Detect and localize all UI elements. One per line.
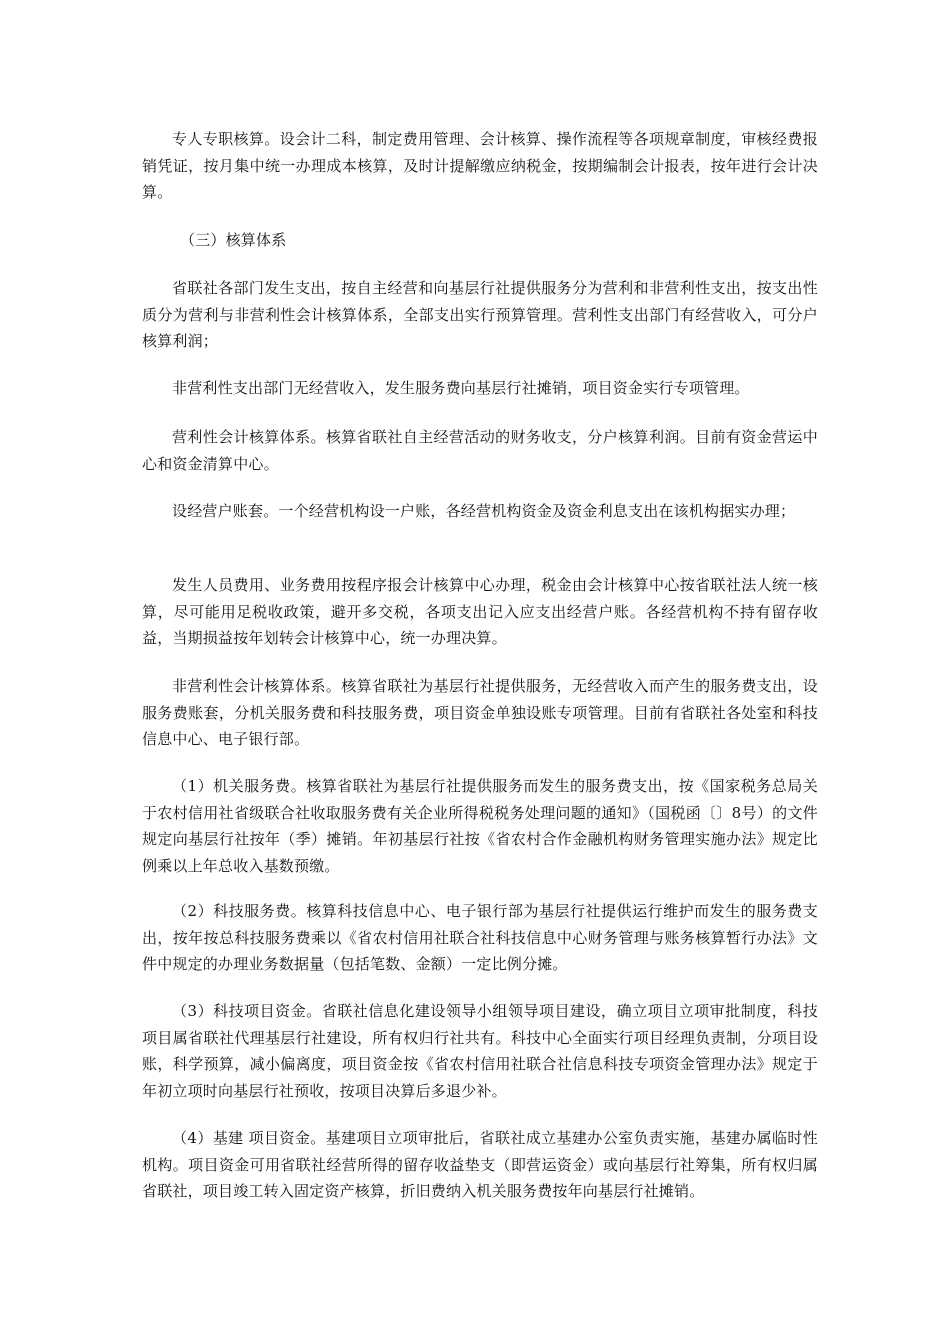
paragraph-agency-service-fee: （1）机关服务费。核算省联社为基层行社提供服务而发生的服务费支出，按《国家税务总局关于农村信用社省级联合社收取服务费有关企业所得税税务处理问题的通知》（国税函〔〕8号）的文件规定向基层行社按年（季）摊销。年初基层行社按《省农村合作金融机构财务管理实施办法》规定比例乘以上年总收入基数预缴。 (142, 777, 818, 875)
paragraph-operating-accounts: 设经营户账套。一个经营机构设一户账，各经营机构资金及资金利息支出在该机构据实办理； (172, 502, 796, 520)
paragraph-tech-service-fee: （2）科技服务费。核算科技信息中心、电子银行部为基层行社提供运行维护而发生的服务费支出，按年按总科技服务费乘以《省农村信用社联合社科技信息中心财务管理与账务核算暂行办法》文件中规定的办理业务数据量（包括笔数、金额）一定比例分摊。 (142, 902, 818, 973)
paragraph-construction-project-funds: （4）基建 项目资金。基建项目立项审批后，省联社成立基建办公室负责实施，基建办属临时性机构。项目资金可用省联社经营所得的留存收益垫支（即营运资金）或向基层行社筹集，所有权归属省联社，项目竣工转入固定资产核算，折旧费纳入机关服务费按年向基层行社摊销。 (142, 1129, 818, 1200)
paragraph-non-profit-accounting-system: 非营利性会计核算体系。核算省联社为基层行社提供服务，无经营收入而产生的服务费支出，设服务费账套，分机关服务费和科技服务费，项目资金单独设账专项管理。目前有省联社各处室和科技信息中心、电子银行部。 (142, 677, 818, 748)
paragraph-non-profit-departments: 非营利性支出部门无经营收入，发生服务费向基层行社摊销，项目资金实行专项管理。 (172, 379, 750, 397)
paragraph-profit-accounting-system: 营利性会计核算体系。核算省联社自主经营活动的财务收支，分户核算利润。目前有资金营运中心和资金清算中心。 (142, 428, 818, 473)
paragraph-expenditure-classification: 省联社各部门发生支出，按自主经营和向基层行社提供服务分为营利和非营利性支出，按支出性质分为营利与非营利性会计核算体系，全部支出实行预算管理。营利性支出部门有经营收入，可分户核算利润； (142, 279, 818, 350)
paragraph-tech-project-funds: （3）科技项目资金。省联社信息化建设领导小组领导项目建设，确立项目立项审批制度，科技项目属省联社代理基层行社建设，所有权归行社共有。科技中心全面实行项目经理负责制，分项目设账，科学预算，减小偏离度，项目资金按《省农村信用社联合社信息科技专项资金管理办法》规定于年初立项时向基层行社预收，按项目决算后多退少补。 (142, 1002, 818, 1100)
paragraph-expense-handling: 发生人员费用、业务费用按程序报会计核算中心办理，税金由会计核算中心按省联社法人统一核算，尽可能用足税收政策，避开多交税，各项支出记入应支出经营户账。各经营机构不持有留存收益，当期损益按年划转会计核算中心，统一办理决算。 (142, 576, 818, 647)
section-heading-accounting-system: （三）核算体系 (180, 231, 287, 249)
paragraph-staffing: 专人专职核算。设会计二科，制定费用管理、会计核算、操作流程等各项规章制度，审核经费报销凭证，按月集中统一办理成本核算，及时计提解缴应纳税金，按期编制会计报表，按年进行会计决算。 (142, 130, 818, 201)
